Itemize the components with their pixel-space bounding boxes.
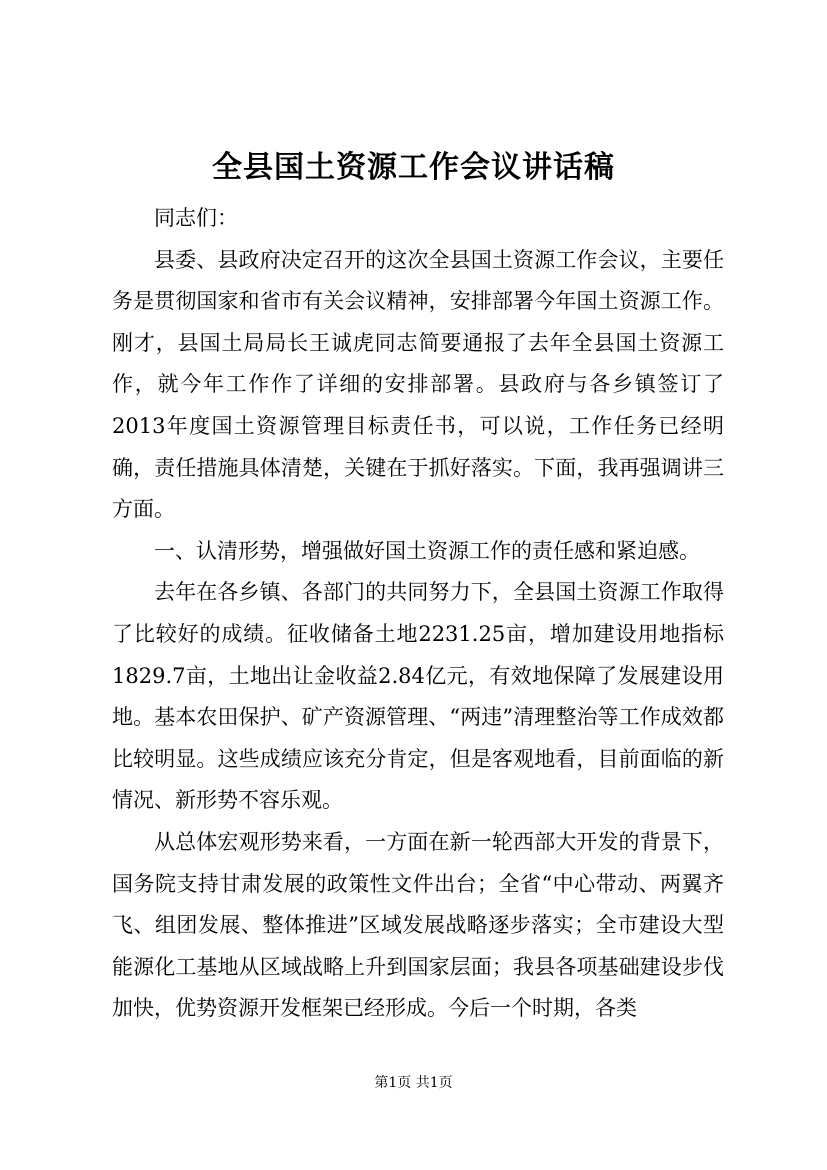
salutation: 同志们：	[154, 206, 238, 230]
section-heading-1: 一、认清形势，增强做好国土资源工作的责任感和紧迫感。	[154, 538, 700, 563]
page-number-footer: 第1页 共1页	[374, 1075, 453, 1091]
document-body	[112, 198, 724, 1030]
document-title: 全县国土资源工作会议讲话稿	[212, 150, 615, 185]
paragraph-achievements: 去年在各乡镇、各部门的共同努力下，全县国土资源工作取得了比较好的成绩。征收储备土地2231.25亩，增加建设用地指标1829.7亩，土地出让金收益2.84亿元，有效地保障了发展建设用地。基本农田保护、矿产资源管理、“两违”清理整治等工作成效都比较明显。这些成绩应该充分肯定，但是客观地看，目前面临的新情况、新形势不容乐观。	[112, 580, 724, 813]
paragraph-intro: 县委、县政府决定召开的这次全县国土资源工作会议，主要任务是贯彻国家和省市有关会议精神，安排部署今年国土资源工作。刚才，县国土局局长王诚虎同志简要通报了去年全县国土资源工作，就今年工作作了详细的安排部署。县政府与各乡镇签订了2013年度国土资源管理目标责任书，可以说，工作任务已经明确，责任措施具体清楚，关键在于抓好落实。下面，我再强调讲三方面。	[112, 247, 724, 522]
paragraph-macro-situation: 从总体宏观形势来看，一方面在新一轮西部大开发的背景下，国务院支持甘肃发展的政策性文件出台；全省“中心带动、两翼齐飞、组团发展、整体推进”区域发展战略逐步落实；全市建设大型能源化工基地从区域战略上升到国家层面；我县各项基础建设步伐加快，优势资源开发框架已经形成。今后一个时期，各类	[112, 829, 724, 1021]
